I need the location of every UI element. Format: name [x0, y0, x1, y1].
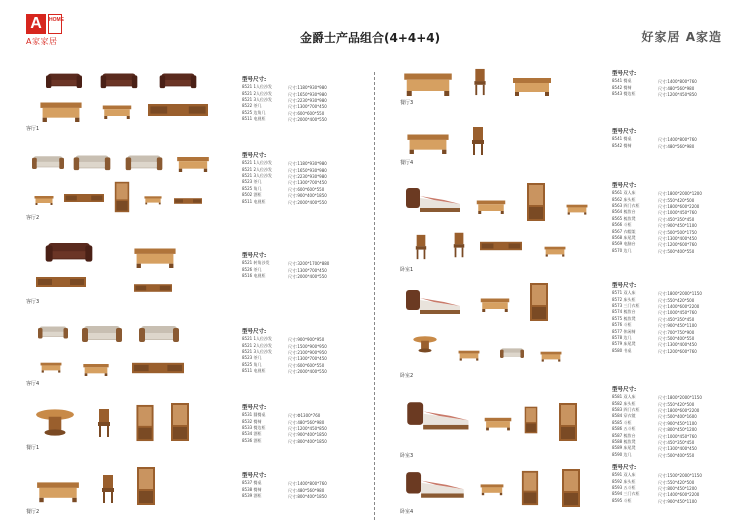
spec-row: 8592 床头柜 尺寸:550*420*500 — [612, 478, 695, 485]
dresser-image — [566, 196, 588, 220]
spec-row: 8516 电视柜 尺寸:2000*400*550 — [242, 273, 327, 280]
sofa-image — [100, 68, 138, 90]
set-caption: 餐厅3 — [400, 100, 414, 106]
dining-table-image — [402, 66, 454, 96]
spec-list — [242, 78, 327, 123]
spec-title: 型号尺寸: — [242, 253, 267, 259]
spec-list — [242, 406, 327, 444]
sofa-image — [72, 150, 112, 172]
spec-row: 8582 床头柜 尺寸:550*420*500 — [612, 400, 695, 407]
chair-image — [470, 126, 486, 156]
spec-row: 8521 3人位沙发 尺寸:2230*930*980 — [242, 173, 327, 180]
logo-home-mark: HOME — [48, 14, 62, 34]
spec-row: 8541 餐桌 尺寸:1400*800*760 — [612, 78, 697, 85]
nightstand-image — [480, 292, 510, 314]
spec-row: 8586 五斗柜 尺寸:800*450*1200 — [612, 426, 697, 433]
stool-image — [458, 344, 480, 364]
spec-row: 8566 斗柜 尺寸:900*450*1100 — [612, 222, 697, 229]
spec-row: 8578 边几 尺寸:500*400*550 — [612, 335, 695, 342]
side-table-image — [40, 356, 62, 376]
spec-row: 8579 床尾凳 尺寸:1300*400*450 — [612, 341, 697, 348]
vanity-image — [412, 322, 438, 366]
shelf-image — [134, 282, 172, 294]
cabinet-image — [114, 180, 130, 214]
spec-row: 8576 斗柜 尺寸:900*450*1100 — [612, 322, 697, 329]
bench-image — [480, 236, 522, 256]
spec-title: 型号尺寸: — [612, 183, 637, 189]
spec-title: 型号尺寸: — [612, 465, 637, 471]
bed-image — [404, 186, 464, 216]
cabinet-image — [134, 404, 156, 442]
side-table-image — [544, 238, 566, 262]
side-table-image — [144, 190, 162, 208]
sofa-image — [134, 320, 184, 344]
chair-image — [100, 474, 116, 504]
logo-letter: A — [26, 14, 46, 34]
spec-list — [242, 254, 329, 279]
spec-row: 8502 酒柜 尺寸:900*400*1850 — [242, 192, 327, 199]
spec-list — [242, 474, 327, 499]
spec-row: 8591 双人床 尺寸:1500*2000*1150 — [612, 472, 702, 479]
spec-row: 8542 餐椅 尺寸:480*560*980 — [612, 84, 695, 91]
sofa-image — [32, 150, 64, 172]
spec-row: 8542 餐椅 尺寸:480*560*980 — [612, 142, 695, 149]
spec-row: 8536 酒柜 尺寸:800*400*1850 — [242, 437, 327, 445]
set-caption: 餐厅4 — [400, 160, 414, 166]
side-table-image — [102, 98, 132, 122]
mirror-image — [524, 402, 538, 438]
round-table-image — [34, 404, 76, 440]
spec-list — [612, 72, 697, 97]
spec-row: 8571 双人床 尺寸:1800*2000*1150 — [612, 290, 702, 297]
spec-row: 8584 穿衣镜 尺寸:500*400*1600 — [612, 413, 697, 420]
tv-stand-image — [36, 274, 86, 290]
side-table-image — [34, 190, 54, 208]
spec-row: 8525 角几 尺寸:600*600*550 — [242, 185, 325, 193]
spec-row: 8511 电视柜 尺寸:2000*400*550 — [242, 368, 327, 375]
center-divider — [374, 72, 375, 520]
set-caption: 客厅2 — [26, 215, 40, 221]
spec-row: 8590 边几 尺寸:500*400*550 — [612, 451, 695, 459]
page-title: 金爵士产品组合(4+4+4) — [300, 31, 441, 45]
spec-row: 8538 餐椅 尺寸:480*560*980 — [242, 486, 325, 493]
set-caption: 客厅3 — [26, 299, 40, 305]
spec-row: 8569 电脑台 尺寸:1200*600*760 — [612, 241, 697, 248]
spec-row: 8585 斗柜 尺寸:900*450*1100 — [612, 419, 697, 427]
spec-row: 8537 餐桌 尺寸:1400*800*760 — [242, 480, 327, 487]
spec-row: 8588 梳妆凳 尺寸:450*350*450 — [612, 439, 695, 446]
stool-image — [410, 234, 432, 260]
coffee-table-image — [34, 96, 88, 122]
spec-row: 8577 休闲椅 尺寸:700*750*900 — [612, 328, 695, 335]
spec-row: 8567 衣帽架 尺寸:500*500*1750 — [612, 228, 697, 235]
spec-title: 型号尺寸: — [242, 473, 267, 479]
spec-row: 8525 角几 尺寸:600*600*550 — [242, 361, 325, 369]
sofa-image — [120, 150, 168, 172]
spec-row: 8568 床尾凳 尺寸:1300*400*450 — [612, 235, 697, 242]
spec-row: 8521 2人位沙发 尺寸:1500*900*950 — [242, 342, 327, 349]
chair-image — [96, 408, 112, 438]
spec-row: 8587 梳妆台 尺寸:1000*450*760 — [612, 432, 697, 439]
slogan: 好家居 A家造 — [641, 30, 722, 44]
set-caption: 客厅4 — [26, 381, 40, 387]
spec-row: 8526 茶几 尺寸:1300*700*450 — [242, 266, 327, 273]
spec-row: 8565 梳妆凳 尺寸:450*350*450 — [612, 215, 695, 223]
tv-stand-image — [148, 100, 208, 120]
set-caption: 餐厅1 — [26, 445, 40, 451]
sofa-image — [156, 68, 200, 90]
spec-row: 8580 书桌 尺寸:1200*600*760 — [612, 347, 697, 355]
spec-title: 型号尺寸: — [242, 153, 267, 159]
wardrobe-image — [552, 402, 584, 442]
spec-row: 8521 1人位沙发 尺寸:900*900*950 — [242, 336, 325, 343]
nightstand-image — [480, 476, 504, 500]
spec-row: 8521 2人位沙发 尺寸:1650*930*980 — [242, 90, 327, 97]
sofa-image — [46, 68, 82, 90]
tv-stand-image — [132, 360, 184, 376]
dining-table-image — [404, 128, 452, 154]
spec-row: 8562 床头柜 尺寸:550*420*500 — [612, 196, 695, 203]
spec-row: 8543 餐边柜 尺寸:1200*450*850 — [612, 91, 697, 98]
bed-image — [404, 470, 468, 502]
spec-row: 8575 梳妆凳 尺寸:450*350*450 — [612, 315, 695, 323]
lounge-chair-image — [500, 338, 524, 366]
spec-row: 8521 1人位沙发 尺寸:1180*930*980 — [242, 160, 327, 167]
logo-text: A家家居 — [26, 37, 58, 46]
spec-row: 8531 圆餐桌 尺寸:Φ1300*760 — [242, 412, 321, 419]
spec-row: 8589 床尾凳 尺寸:1300*400*450 — [612, 445, 697, 452]
spec-row: 8561 双人床 尺寸:1800*2000*1200 — [612, 190, 702, 197]
spec-row: 8564 梳妆台 尺寸:1000*450*760 — [612, 209, 697, 216]
spec-row: 8521 3人位沙发 尺寸:2230*930*980 — [242, 97, 327, 104]
spec-title: 型号尺寸: — [242, 405, 267, 411]
sofa-image — [38, 318, 68, 344]
spec-row: 8523 茶几 尺寸:1300*700*450 — [242, 355, 327, 362]
spec-row: 8532 餐椅 尺寸:480*560*980 — [242, 418, 325, 425]
spec-row: 8511 电视柜 尺寸:2000*400*550 — [242, 116, 327, 123]
spec-list — [612, 284, 702, 354]
spec-row: 8539 酒柜 尺寸:800*400*1850 — [242, 493, 327, 500]
spec-list — [612, 388, 702, 458]
nightstand-image — [484, 408, 512, 436]
spec-row: 8581 双人床 尺寸:1800*2000*1150 — [612, 394, 702, 401]
cabinet-image — [136, 466, 156, 506]
spec-row: 8573 三门衣柜 尺寸:1400*600*2200 — [612, 303, 700, 310]
set-caption: 餐厅2 — [26, 509, 40, 515]
spec-row: 8525 边角几 尺寸:600*600*550 — [242, 109, 325, 117]
spec-list — [242, 330, 327, 375]
wardrobe-image — [520, 182, 552, 222]
set-caption: 卧室3 — [400, 453, 414, 459]
spec-row: 8521 2人位沙发 尺寸:1650*930*980 — [242, 166, 327, 173]
shelf-image — [174, 196, 202, 206]
coat-rack-image — [452, 226, 466, 264]
spec-list — [612, 466, 702, 504]
spec-row: 8511 电视柜 尺寸:2000*400*550 — [242, 198, 327, 205]
spec-row: 8593 五斗柜 尺寸:800*450*1200 — [612, 485, 697, 492]
bed-image — [404, 288, 464, 318]
coffee-table-image — [76, 360, 116, 376]
chair-image — [472, 68, 488, 96]
spec-title: 型号尺寸: — [242, 77, 267, 83]
spec-row: 8583 四门衣柜 尺寸:1800*600*2200 — [612, 407, 700, 414]
spec-title: 型号尺寸: — [612, 387, 637, 393]
spec-row: 8572 床头柜 尺寸:550*420*500 — [612, 296, 695, 303]
spec-title: 型号尺寸: — [612, 283, 637, 289]
cabinet-image — [170, 402, 190, 442]
chest-image — [518, 470, 542, 506]
set-caption: 卧室4 — [400, 509, 414, 515]
dining-table-image — [36, 474, 80, 504]
spec-row: 8534 酒柜 尺寸:900*400*1850 — [242, 431, 327, 438]
sofa-image — [82, 320, 122, 344]
spec-row: 8574 梳妆台 尺寸:1000*450*760 — [612, 309, 697, 316]
spec-row: 8522 茶几 尺寸:1300*700*450 — [242, 103, 327, 110]
wardrobe-image — [524, 282, 554, 322]
set-caption: 客厅1 — [26, 126, 40, 132]
brand-logo — [26, 14, 70, 47]
nightstand-image — [476, 194, 506, 216]
spec-row: 8521 3人位沙发 尺寸:2100*900*950 — [242, 349, 327, 356]
coffee-table-image — [176, 152, 210, 172]
set-caption: 卧室2 — [400, 373, 414, 379]
spec-list — [242, 154, 327, 205]
spec-row: 8521 1人位沙发 尺寸:1180*930*980 — [242, 84, 327, 91]
side-table-image — [540, 344, 562, 366]
spec-row: 8523 茶几 尺寸:1300*700*450 — [242, 179, 327, 186]
wardrobe-image — [556, 468, 586, 508]
spec-title: 型号尺寸: — [612, 71, 637, 77]
spec-row: 8595 斗柜 尺寸:900*450*1100 — [612, 497, 697, 505]
sideboard-image — [512, 70, 552, 98]
spec-title: 型号尺寸: — [242, 329, 267, 335]
spec-list — [612, 130, 697, 149]
spec-list — [612, 184, 702, 254]
spec-row: 8541 餐桌 尺寸:1400*800*760 — [612, 136, 697, 143]
spec-row: 8594 三门衣柜 尺寸:1400*600*2200 — [612, 491, 700, 498]
set-caption: 卧室1 — [400, 267, 414, 273]
spec-row: 8521 转角沙发 尺寸:3200*1700*880 — [242, 260, 330, 267]
spec-row: 8570 边几 尺寸:500*400*550 — [612, 247, 695, 255]
spec-row: 8533 餐边柜 尺寸:1200*450*850 — [242, 425, 327, 432]
coffee-table-image — [126, 242, 184, 268]
spec-row: 8563 四门衣柜 尺寸:1800*600*2200 — [612, 203, 700, 210]
corner-sofa-image — [32, 236, 106, 264]
bed-image — [404, 400, 474, 434]
spec-title: 型号尺寸: — [612, 129, 637, 135]
tv-stand-image — [64, 190, 104, 206]
